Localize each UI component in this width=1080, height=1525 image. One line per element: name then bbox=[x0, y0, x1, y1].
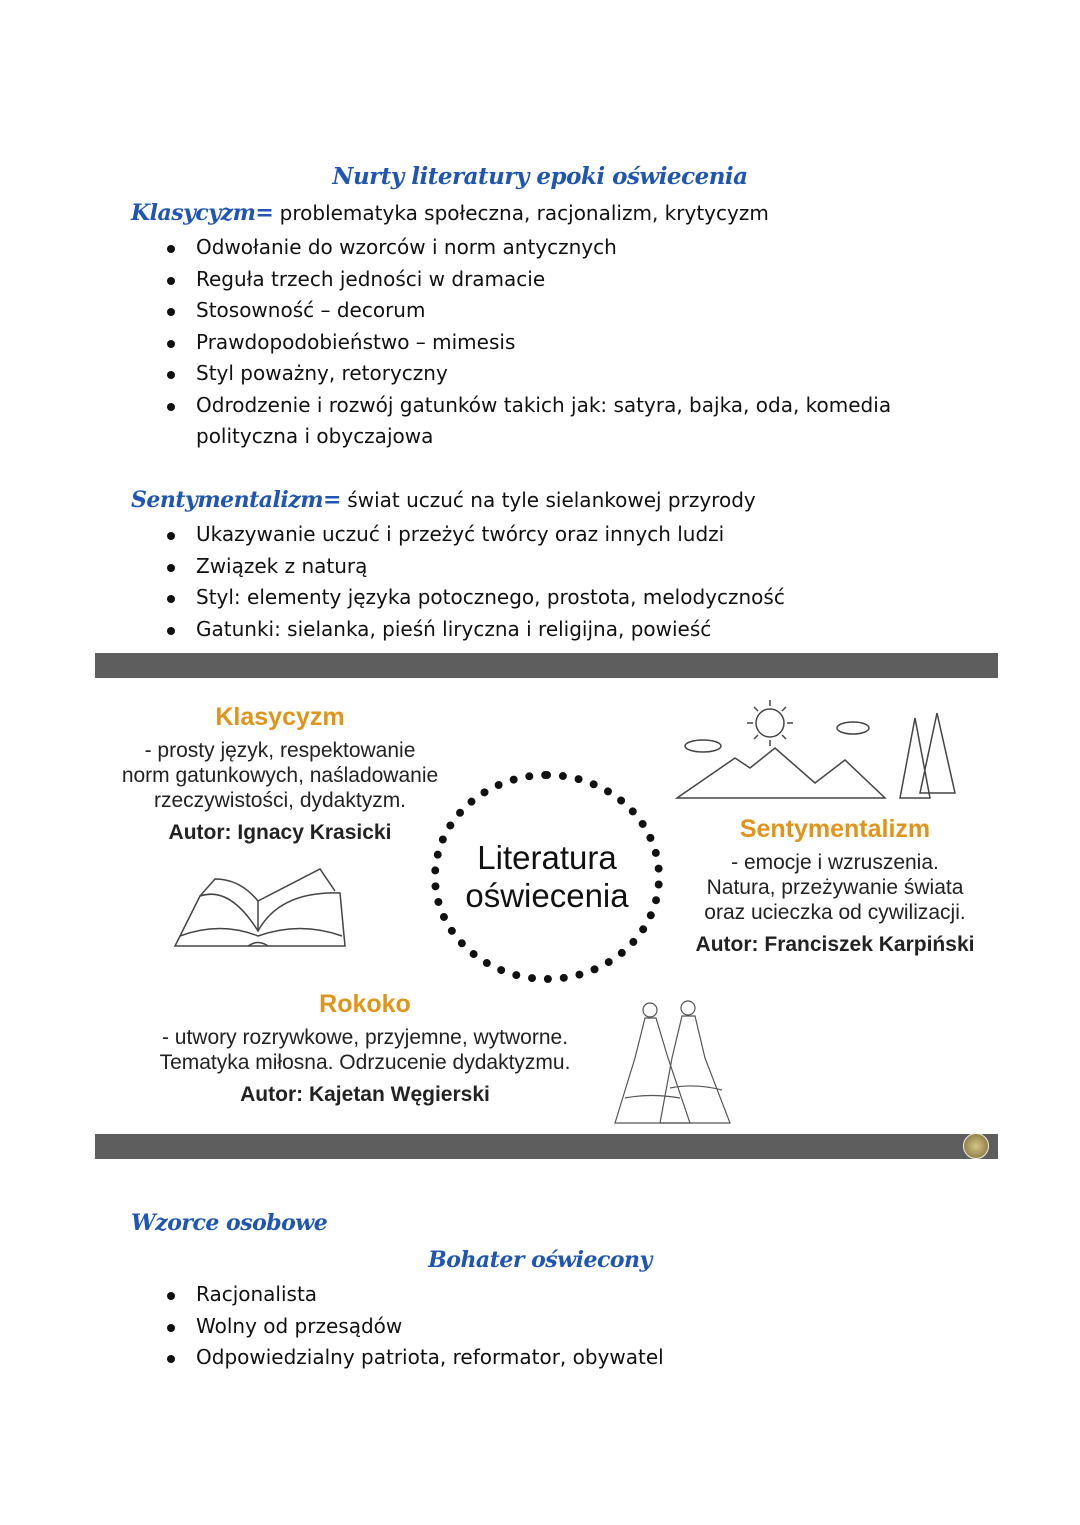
sentymentalizm-definition: Sentymentalizm= świat uczuć na tyle sielankowej przyrody bbox=[131, 487, 756, 513]
infographic bbox=[95, 653, 998, 1160]
list-item: Styl poważny, retoryczny bbox=[164, 358, 956, 390]
sentymentalizm-label: Sentymentalizm= bbox=[131, 487, 341, 513]
klasycyzm-panel: Klasycyzm - prosty język, respektowanie norm gatunkowych, naśladowanie rzeczywistości, dydaktyzm. Autor: Ignacy Krasicki bbox=[121, 703, 439, 844]
list-item: Wolny od przesądów bbox=[164, 1311, 664, 1343]
sentymentalizm-panel: Sentymentalizm - emocje i wzruszenia. Natura, przeżywanie świata oraz ucieczka od cywilizacji. Autor: Franciszek Karpiński bbox=[695, 815, 975, 956]
klasycyzm-label: Klasycyzm= bbox=[131, 200, 274, 226]
list-item: Odpowiedzialny patriota, reformator, obywatel bbox=[164, 1342, 664, 1374]
rokoko-panel: Rokoko - utwory rozrywkowe, przyjemne, wytworne. Tematyka miłosna. Odrzucenie dydaktyzmu. Autor: Kajetan Węgierski bbox=[159, 990, 571, 1106]
klasycyzm-list bbox=[164, 232, 956, 453]
list-item: Reguła trzech jedności w dramacie bbox=[164, 264, 956, 296]
list-item: Racjonalista bbox=[164, 1279, 664, 1311]
list-item: Prawdopodobieństwo – mimesis bbox=[164, 327, 956, 359]
infographic-top-bar bbox=[95, 653, 998, 678]
sentymentalizm-list bbox=[164, 519, 785, 645]
bohater-heading: Bohater oświecony bbox=[428, 1247, 652, 1273]
klasycyzm-definition: Klasycyzm= problematyka społeczna, racjonalizm, krytycyzm bbox=[131, 200, 769, 226]
center-circle: Literatura oświecenia bbox=[431, 771, 663, 983]
bohater-list bbox=[164, 1279, 664, 1374]
list-item: Związek z naturą bbox=[164, 551, 785, 583]
wzorce-heading: Wzorce osobowe bbox=[131, 1210, 328, 1236]
document-title: Nurty literatury epoki oświecenia bbox=[332, 163, 748, 190]
list-item: Stosowność – decorum bbox=[164, 295, 956, 327]
rococo-ladies-icon bbox=[610, 998, 735, 1128]
mountains-landscape-icon bbox=[675, 698, 975, 813]
list-item: Ukazywanie uczuć i przeżyć twórcy oraz innych ludzi bbox=[164, 519, 785, 551]
logo-badge-icon bbox=[963, 1133, 989, 1159]
list-item: Styl: elementy języka potocznego, prostota, melodyczność bbox=[164, 582, 785, 614]
list-item: Odrodzenie i rozwój gatunków takich jak: satyra, bajka, oda, komedia polityczna i obyczajowa bbox=[164, 390, 956, 453]
list-item: Odwołanie do wzorców i norm antycznych bbox=[164, 232, 956, 264]
infographic-bottom-bar bbox=[95, 1134, 998, 1159]
list-item: Gatunki: sielanka, pieśń liryczna i religijna, powieść bbox=[164, 614, 785, 646]
open-book-icon bbox=[170, 861, 350, 951]
